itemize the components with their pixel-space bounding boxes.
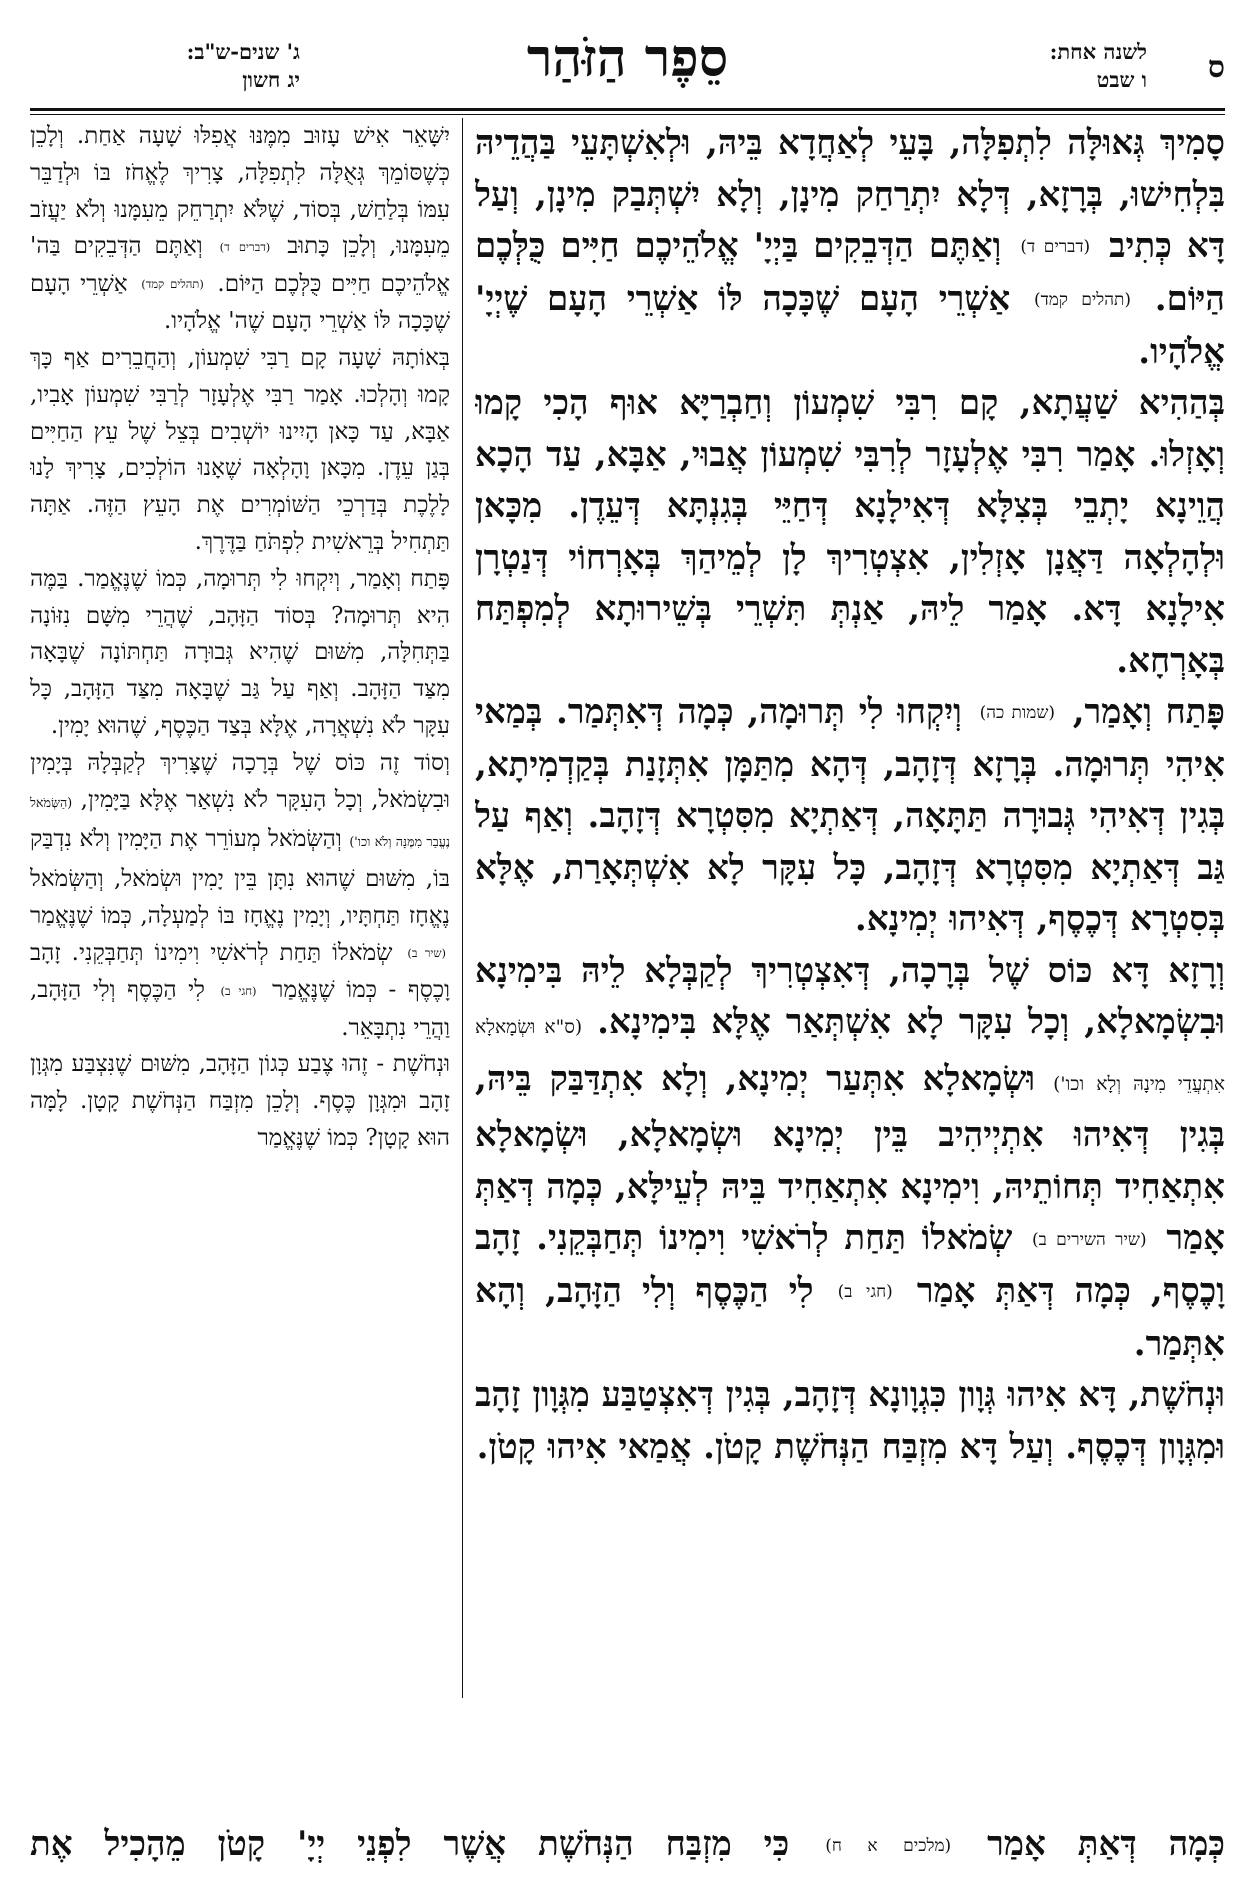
paragraph: בְּאוֹתָהּ שָׁעָה קָם רַבִּי שִׁמְעוֹן, וְהַחֲבֵרִים אַף כָּךְ קָמוּ וְהָלְכוּ. אָמַר רַבִּי אֶלְעָזָר לְרַבִּי שִׁמְעוֹן אָבִיו, אַבָּא, עַד כָּאן הָיִינוּ יוֹשְׁבִים בְּצֵל שֶׁל עֵץ הַחַיִּים בְּגַן עֵדֶן. מִכָּאן וָהָלְאָה שֶׁאָנוּ הוֹלְכִים, צָרִיךְ לָנוּ לָלֶכֶת בְּדַרְכֵי הַשּׁוֹמְרִים אֶת הָעֵץ הַזֶּה. אַתָּה תַּתְחִיל בְּרֵאשִׁית לִפְתֹּחַ בַּדֶּרֶךְ. — [30, 344, 450, 555]
verse-reference: (דברים ד) — [1020, 237, 1091, 258]
hebrew-translation-column — [30, 118, 450, 1698]
header-rule-thin — [30, 114, 1225, 115]
verse-reference: (שמות כה) — [979, 703, 1056, 724]
paragraph: וְסוֹד זֶה כּוֹס שֶׁל בְּרָכָה שֶׁצָּרִיךְ לְקַבְּלָהּ בְּיָמִין וּבִשְׂמֹאל, וְכָל הָעִקָּר לֹא נִשְׁאַר אֶלָּא בַּיָּמִין, (הַשְּׂמֹאל נֶעֱבַר מִמֶּנָּה וְלֹא וכו') וְהַשְּׂמֹאל מְעוֹרֵר אֶת הַיָּמִין וְלֹא נִדְבַּק בּוֹ, מִשּׁוּם שֶׁהוּא נִתָּן בֵּין יָמִין וּשְׂמֹאל, וְהַשְּׂמֹאל נֶאֱחָז תַּחְתָּיו, וְיָמִין נֶאֱחָז בּוֹ לְמַעְלָה, כְּמוֹ שֶׁנֶּאֱמַר (שיר ב) שְׂמֹאלוֹ תַּחַת לְרֹאשִׁי וִימִינוֹ תְּחַבְּקֵנִי. זָהָב וָכֶסֶף - כְּמוֹ שֶׁנֶּאֱמַר (חגי ב) לִי הַכֶּסֶף וְלִי הַזָּהָב, וַהֲרֵי נִתְבָּאֵר. — [30, 749, 450, 1041]
page-header — [30, 20, 1225, 115]
variant-note: (הַשְּׂמֹאל נֶעֱבַר מִמֶּנָּה וְלֹא וכו') — [30, 794, 450, 850]
book-title: סֵפֶר הַזֹּהַר — [526, 28, 729, 89]
verse-reference: (חגי ב) — [837, 1282, 893, 1303]
aramaic-text-column — [475, 118, 1225, 1818]
paragraph: וּנְחֹשֶׁת - זֶהוּ צֶבַע כְּגוֹן הַזָּהָב, מִשּׁוּם שֶׁנִּצְבַּע מִגְּוָן זָהָב וּמִגְּוָן כֶּסֶף. וְלָכֵן מִזְבַּח הַנְּחֹשֶׁת קָטָן. לָמָּה הוּא קָטָן? כְּמוֹ שֶׁנֶּאֱמַר — [30, 1051, 450, 1151]
verse-reference: (תהלים קמד) — [1033, 290, 1132, 310]
variant-note: (ס"א וּשְׂמָאלָא אִתְעֲדֵי מִינָהּ וְלָא וכו') — [475, 1017, 1225, 1095]
page-number: ס — [1207, 50, 1225, 85]
schedule-date: יג חשון — [242, 67, 300, 92]
paragraph: סָמִיךְ גְּאוּלָּה לִתְפִלָּה, בָּעֵי לְאַחֲדָא בֵּיהּ, וּלְאִשְׁתָּעֵי בַּהֲדֵיהּ בִּלְחִישׁוּ, בְּרָזָא, דְּלָא יִתְרַחַק מִינָן, וְלָא יִשְׁתְּבַק מִינָן, וְעַל דָּא כְּתִיב (דברים ד) וְאַתֶּם הַדְּבֵקִים בַּיְיָ' אֱלֹהֵיכֶם חַיִּים כֻּלְּכֶם הַיּוֹם. (תהלים קמד) אַשְׁרֵי הָעָם שֶׁכָּכָה לּוֹ אַשְׁרֵי הָעָם שֶׁיְיָ' אֱלֹהָיו. — [475, 123, 1225, 372]
paragraph: וּנְחֹשֶׁת, דָּא אִיהוּ גְּוָון כִּגְוָונָא דְּזָהָב, בְּגִין דְּאִצְטַבַּע מִגְּוָון זָהָב וּמִגְּוָון דְּכֶסֶף. וְעַל דָּא מִזְבַּח הַנְּחֹשֶׁת קָטֹן. אֲמַאי אִיהוּ קָטֹן. — [475, 1375, 1225, 1467]
schedule-date: ו שבט — [1096, 67, 1147, 92]
verse-reference: (שיר ב) — [407, 946, 447, 961]
schedule-label: ג' שנים-ש"ב: — [186, 39, 300, 64]
header-rule — [30, 108, 1225, 111]
verse-reference: (מלכים א ח) — [825, 1836, 952, 1856]
verse-reference: (שיר השירים ב) — [1032, 1229, 1147, 1250]
verse-reference: (חגי ב) — [220, 983, 257, 998]
full-width-last-line: כְּמָה דְּאַתְּ אָמַר (מלכים א ח) כִּי מִזְבַּח הַנְּחֹשֶׁת אֲשֶׁר לִפְנֵי יְיָ' קָטֹן מֵהָכִיל אֶת — [30, 1824, 1225, 1864]
paragraph: פָּתַח וְאָמַר, (שמות כה) וְיִקְחוּ לִי תְּרוּמָה, כְּמָה דְּאִתְּמַר. בְּמַאי אִיהִי תְּרוּמָה. בְּרָזָא דְּזָהָב, דְּהָא מִתַּמָּן אִתְּזָנַת בְּקַדְמִיתָא, בְּגִין דְּאִיהִי גְּבוּרָה תַּתָּאָה, דְּאַתְיָא מִסִּטְרָא דְּזָהָב. וְאַף עַל גַּב דְּאַתְיָא מִסִּטְרָא דְּזָהָב, כָּל עִקָּר לָא אִשְׁתְּאָרַת, אֶלָּא בְּסִטְרָא דְּכֶסֶף, דְּאִיהוּ יְמִינָא. — [475, 692, 1225, 940]
paragraph: פָּתַח וְאָמַר, וְיִקְחוּ לִי תְּרוּמָה, כְּמוֹ שֶׁנֶּאֱמַר. בַּמֶּה הִיא תְּרוּמָה? בְּסוֹד הַזָּהָב, שֶׁהֲרֵי מִשָּׁם נִזּוֹנָה בַּתְּחִלָּה, מִשּׁוּם שֶׁהִיא גְּבוּרָה תַּחְתּוֹנָה שֶׁבָּאָה מִצַּד הַזָּהָב. וְאַף עַל גַּב שֶׁבָּאָה מִצַּד הַזָּהָב, כָּל עִקָּר לֹא נִשְׁאֲרָה, אֶלָּא בְּצַד הַכֶּסֶף, שֶׁהוּא יָמִין. — [30, 565, 450, 739]
verse-reference: (תהלים קמד) — [141, 277, 204, 292]
paragraph: בְּהַהִיא שַׁעֲתָא, קָם רִבִּי שִׁמְעוֹן וְחַבְרַיָּא אוּף הָכִי קָמוּ וְאָזְלוּ. אָמַר רִבִּי אֶלְעָזָר לְרִבִּי שִׁמְעוֹן אֲבוּי, אַבָּא, עַד הָכָא הֲוֵינָא יָתְבֵי בְּצִלָּא דְּאִילָנָא דְּחַיֵּי בְּגִנְתָּא דְּעֵדֶן. מִכָּאן וּלְהָלְאָה דַּאֲנָן אָזְלִין, אִצְטְרִיךְ לָן לְמֵיהַךְ בְּאָרְחוֹי דְּנַטְרָן אִילָנָא דָּא. אָמַר לֵיהּ, אַנְתְּ תִּשְׁרֵי בְּשֵׁירוּתָא לְמִפְתַּח בְּאָרְחָא. — [475, 383, 1225, 681]
verse-reference: (דברים ד) — [219, 239, 271, 254]
reading-schedule-three-years — [30, 38, 300, 94]
paragraph: יִשָּׁאֵר אִישׁ עָזוּב מִמֶּנּוּ אֲפִלּוּ שָׁעָה אַחַת. וְלָכֵן כְּשֶׁסּוֹמֵךְ גְּאֻלָּה לִתְפִלָּה, צָרִיךְ לֶאֱחֹז בּוֹ וּלְדַבֵּר עִמּוֹ בְּלַחַשׁ, בְּסוֹד, שֶׁלֹּא יִתְרַחֵק מֵעִמָּנוּ וְלֹא יַעֲזֹב מֵעִמָּנוּ, וְלָכֵן כָּתוּב (דברים ד) וְאַתֶּם הַדְּבֵקִים בַּה' אֱלֹהֵיכֶם חַיִּים כֻּלְּכֶם הַיּוֹם. (תהלים קמד) אַשְׁרֵי הָעָם שֶׁכָּכָה לּוֹ אַשְׁרֵי הָעָם שֶׁה' אֱלֹהָיו. — [30, 123, 450, 335]
schedule-label: לשנה אחת: — [1049, 39, 1147, 64]
paragraph: וְרָזָא דָּא כּוֹס שֶׁל בְּרָכָה, דְּאִצְטְרִיךְ לְקַבְּלָא לֵיהּ בִּימִינָא וּבִשְׂמָאלָא, וְכָל עִקָּר לָא אִשְׁתְּאַר אֶלָּא בִּימִינָא. (ס"א וּשְׂמָאלָא אִתְעֲדֵי מִינָהּ וְלָא וכו') וּשְׂמָאלָא אִתְּעַר יְמִינָא, וְלָא אִתְדַּבַּק בֵּיהּ, בְּגִין דְּאִיהוּ אִתְיְיהִיב בֵּין יְמִינָא וּשְׂמָאלָא, וּשְׂמָאלָא אִתְאַחִיד תְּחוֹתֵיהּ, וִימִינָא אִתְאַחִיד בֵּיהּ לְעֵילָּא, כְּמָה דְּאַתְּ אָמַר (שיר השירים ב) שְׂמֹאלוֹ תַּחַת לְרֹאשִׁי וִימִינוֹ תְּחַבְּקֵנִי. זָהָב וָכֶסֶף, כְּמָה דְּאַתְּ אָמַר (חגי ב) לִי הַכֶּסֶף וְלִי הַזָּהָב, וְהָא אִתְּמַר. — [475, 950, 1225, 1364]
column-divider — [462, 118, 463, 1698]
